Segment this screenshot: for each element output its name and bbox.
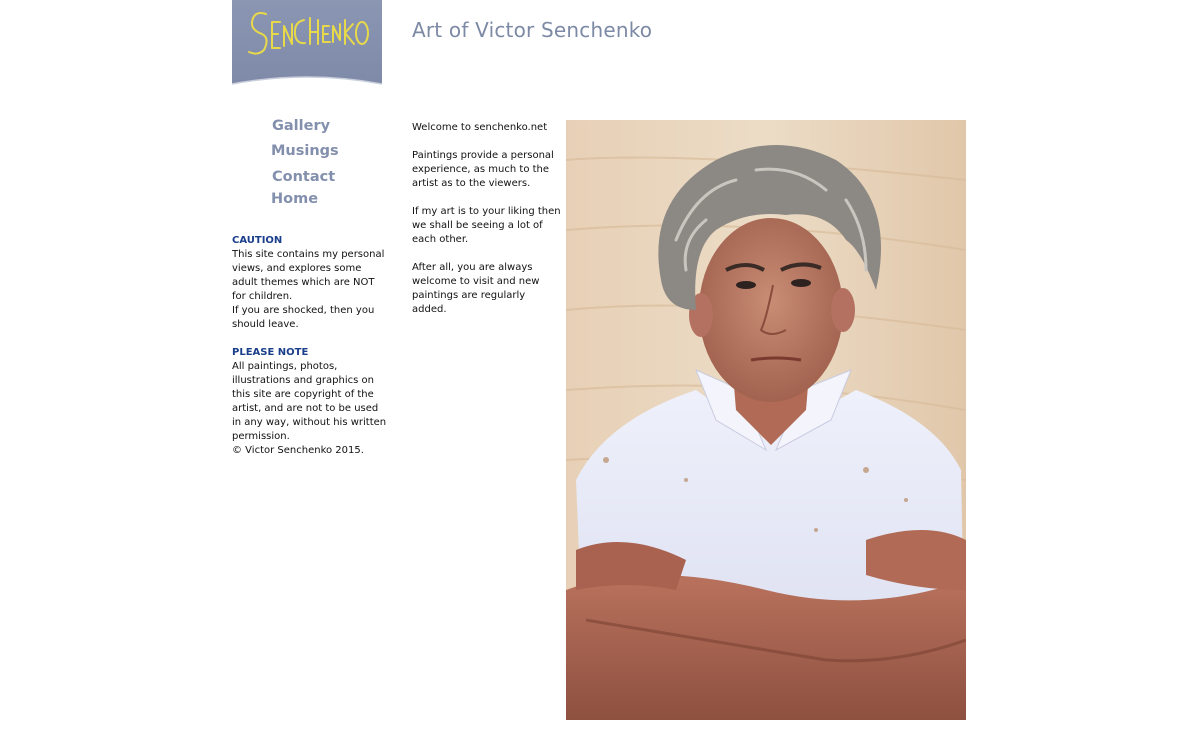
nav-contact-link[interactable]: Contact — [272, 169, 336, 185]
nav-home-link[interactable]: Home — [271, 191, 319, 207]
caution-text-2: If you are shocked, then you should leave. — [232, 305, 375, 330]
welcome-paragraph-1: Paintings provide a personal experience, as much to the artist as to the viewers. — [412, 150, 554, 189]
please-note-text: All paintings, photos, illustrations and graphics on this site are copyright of the artist, and are not to be used in any way, without his written permission. — [232, 361, 387, 442]
please-note-heading: PLEASE NOTE — [232, 347, 309, 358]
welcome-paragraph-2: If my art is to your liking then we shall be seeing a lot of each other. — [412, 206, 561, 245]
page-title: Art of Victor Senchenko — [412, 18, 653, 42]
welcome-greeting: Welcome to senchenko.net — [412, 122, 548, 133]
spacer — [232, 332, 387, 346]
nav-musings-link[interactable]: Musings — [271, 143, 339, 159]
welcome-paragraph-3: After all, you are always welcome to visit and new paintings are regularly added. — [412, 262, 540, 315]
welcome-text — [412, 121, 562, 331]
caution-heading: CAUTION — [232, 235, 283, 246]
logo-graphic — [232, 0, 382, 86]
site-logo[interactable] — [232, 0, 382, 86]
portrait-illustration — [566, 120, 966, 720]
artist-portrait-photo — [566, 120, 966, 720]
sidebar-notices — [232, 234, 387, 458]
copyright-text: © Victor Senchenko 2015. — [232, 445, 364, 456]
nav-gallery-link[interactable]: Gallery — [272, 118, 331, 134]
caution-text: This site contains my personal views, and explores some adult themes which are NOT for children. — [232, 249, 385, 302]
